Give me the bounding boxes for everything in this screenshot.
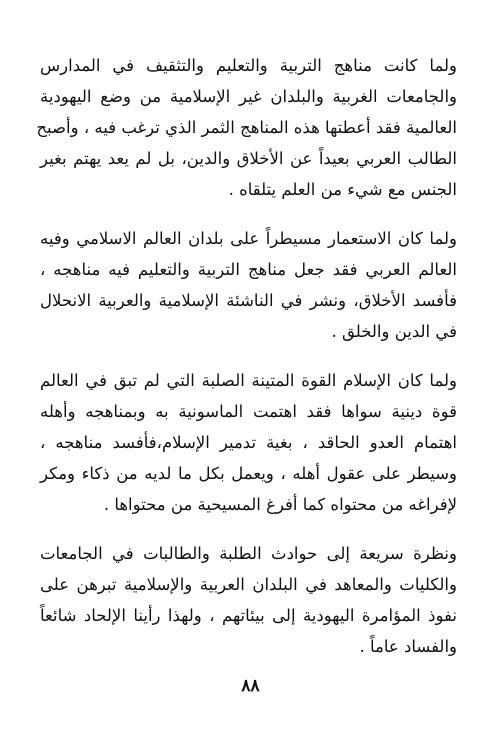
body-text: [36, 50, 457, 680]
paragraph-3: [40, 365, 457, 520]
text-line: العالمية فقد أعطتها هذه المناهج الثمر الذي ترغب فيه ، وأصبح: [36, 118, 457, 137]
text-line: الجنس مع شيء من العلم يتلقاه .: [228, 180, 457, 199]
text-line: وسيطر على عقول أهله ، ويعمل بكل ما لديه من ذكاء ومكر: [40, 464, 457, 483]
text-line: ونظرة سريعة إلى حوادث الطلبة والطالبات في الجامعات: [40, 544, 457, 563]
text-line: ولما كانت مناهج التربية والتعليم والتثقيف في المدارس: [40, 56, 457, 75]
text-line: ولما كان الإسلام القوة المتينة الصلبة التي لم تبق في العالم: [40, 371, 457, 390]
text-line: ولما كان الاستعمار مسيطراً على بلدان العالم الاسلامي وفيه: [40, 229, 457, 248]
text-line: العالم العربي فقد جعل مناهج التربية والتعليم فيه مناهجه ،: [40, 260, 457, 279]
text-line: الطالب العربي بعيداً عن الأخلاق والدين، بل لم يعد يهتم بغير: [40, 149, 457, 168]
text-line: والجامعات الغربية والبلدان غير الإسلامية من وضع اليهودية: [40, 87, 457, 106]
paragraph-1: [36, 50, 457, 205]
text-line: اهتمام العدو الحاقد ، بغية تدمير الإسلام،فأفسد مناهجه ،: [40, 433, 457, 452]
paragraph-2: [40, 223, 457, 347]
page-number: ٨٨: [241, 676, 260, 696]
text-line: والفساد عاماً .: [359, 637, 457, 656]
text-line: لإفراغه من محتواه كما أفرغ المسيحية من محتواها .: [103, 495, 457, 514]
text-line: والكليات والمعاهد في البلدان العربية والإسلامية تبرهن على: [40, 575, 457, 594]
text-line: قوة دينية سواها فقد اهتمت الماسونية به وبمناهجه وأهله: [40, 402, 457, 421]
text-line: فأفسد الأخلاق، ونشر في الناشئة الإسلامية والعربية الانحلال: [40, 291, 457, 310]
paragraph-4: [40, 538, 457, 662]
text-line: في الدين والخلق .: [331, 322, 457, 341]
text-line: نفوذ المؤامرة اليهودية إلى بيئاتهم ، ولهذا رأينا الإلحاد شائعاً: [40, 606, 457, 625]
